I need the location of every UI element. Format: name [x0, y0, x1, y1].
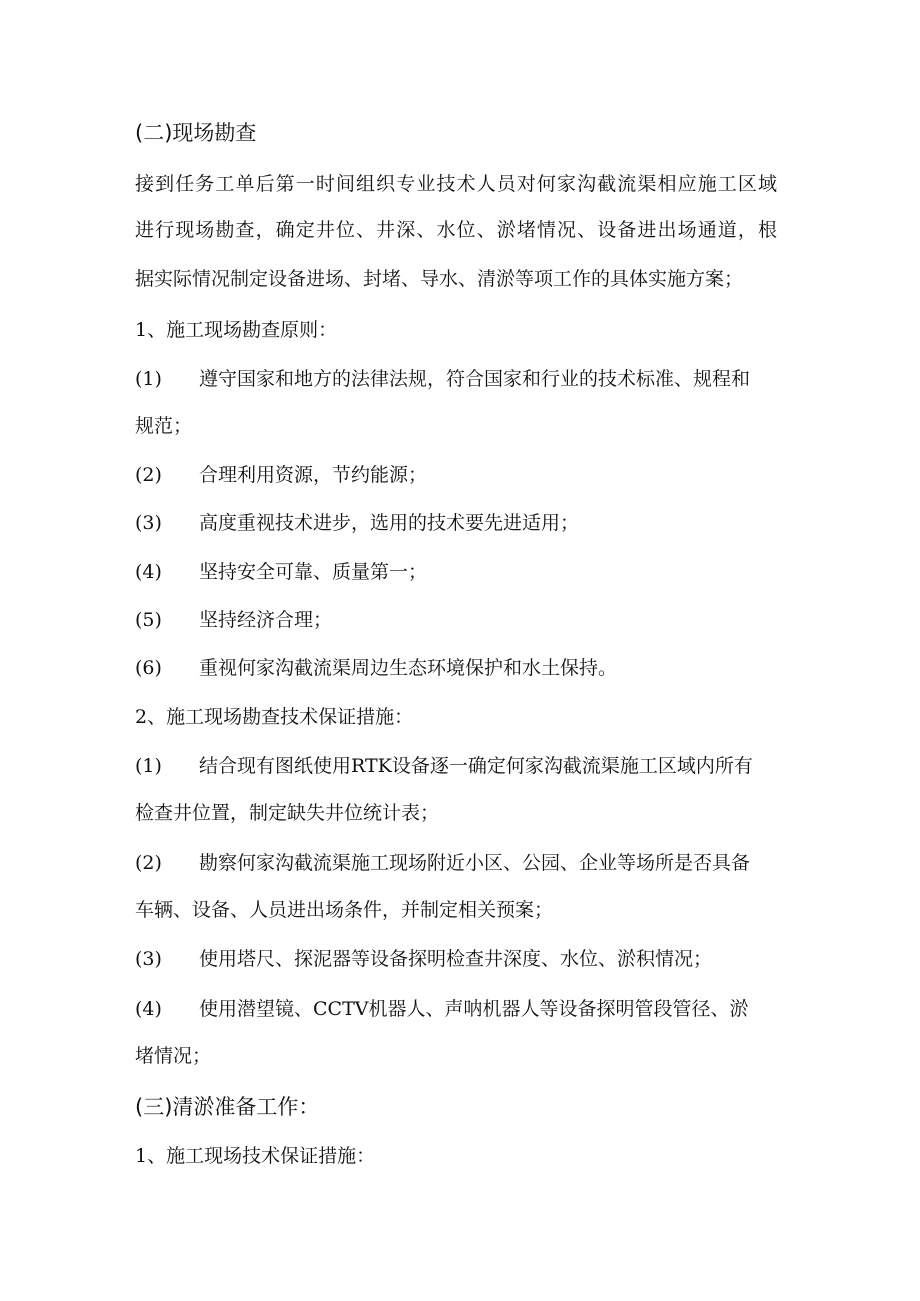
section-heading: (二)现场勘查: [135, 121, 257, 145]
item-text: 结合现有图纸使用RTK设备逐一确定何家沟截流渠施工区域内所有: [199, 755, 753, 777]
list-item: [135, 511, 579, 535]
item-number: (3): [135, 512, 162, 534]
item-number: (6): [135, 657, 162, 679]
item-text: 坚持安全可靠、质量第一；: [199, 561, 428, 583]
list-item-continuation: 检查井位置，制定缺失井位统计表；: [135, 802, 440, 824]
item-text: 坚持经济合理；: [199, 609, 333, 631]
item-number: (2): [135, 464, 162, 486]
item-text: 遵守国家和地方的法律法规，符合国家和行业的技术标准、规程和: [199, 368, 751, 390]
item-number: (1): [135, 755, 162, 777]
subsection-title: 1、施工现场勘查原则：: [135, 319, 338, 341]
item-number: (4): [135, 561, 162, 583]
list-item: [135, 851, 750, 875]
subsection-title: 2、施工现场勘查技术保证措施：: [135, 706, 414, 728]
item-text: 使用塔尺、探泥器等设备探明检查井深度、水位、淤积情况；: [199, 948, 713, 970]
item-number: (2): [135, 852, 162, 874]
list-item-continuation: 规范；: [135, 415, 193, 437]
paragraph-line: 接到任务工单后第一时间组织专业技术人员对何家沟截流渠相应施工区域: [135, 173, 777, 195]
list-item-continuation: 堵情况；: [135, 1045, 212, 1067]
list-item: [135, 367, 750, 391]
paragraph-line: 据实际情况制定设备进场、封堵、导水、清淤等项工作的具体实施方案；: [135, 268, 744, 290]
item-number: (5): [135, 609, 162, 631]
paragraph-line: 进行现场勘查，确定井位、井深、水位、淤堵情况、设备进出场通道，根: [135, 219, 777, 241]
subsection-title: 1、施工现场技术保证措施：: [135, 1145, 376, 1167]
list-item: [135, 656, 617, 680]
list-item: [135, 463, 427, 487]
list-item: [135, 754, 753, 778]
item-number: (1): [135, 368, 162, 390]
list-item: [135, 560, 427, 584]
item-number: (3): [135, 948, 162, 970]
item-text: 合理利用资源，节约能源；: [199, 464, 428, 486]
list-item-continuation: 车辆、设备、人员进出场条件，并制定相关预案；: [135, 899, 554, 921]
list-item: [135, 608, 332, 632]
item-text: 勘察何家沟截流渠施工现场附近小区、公园、企业等场所是否具备: [199, 852, 751, 874]
section-heading: (三)清淤准备工作：: [135, 1095, 320, 1119]
item-text: 使用潜望镜、CCTV机器人、声呐机器人等设备探明管段管径、淤: [199, 998, 749, 1020]
item-number: (4): [135, 998, 162, 1020]
item-text: 高度重视技术进步，选用的技术要先进适用；: [199, 512, 580, 534]
item-text: 重视何家沟截流渠周边生态环境保护和水土保持。: [199, 657, 618, 679]
list-item: [135, 947, 712, 971]
list-item: [135, 997, 748, 1021]
